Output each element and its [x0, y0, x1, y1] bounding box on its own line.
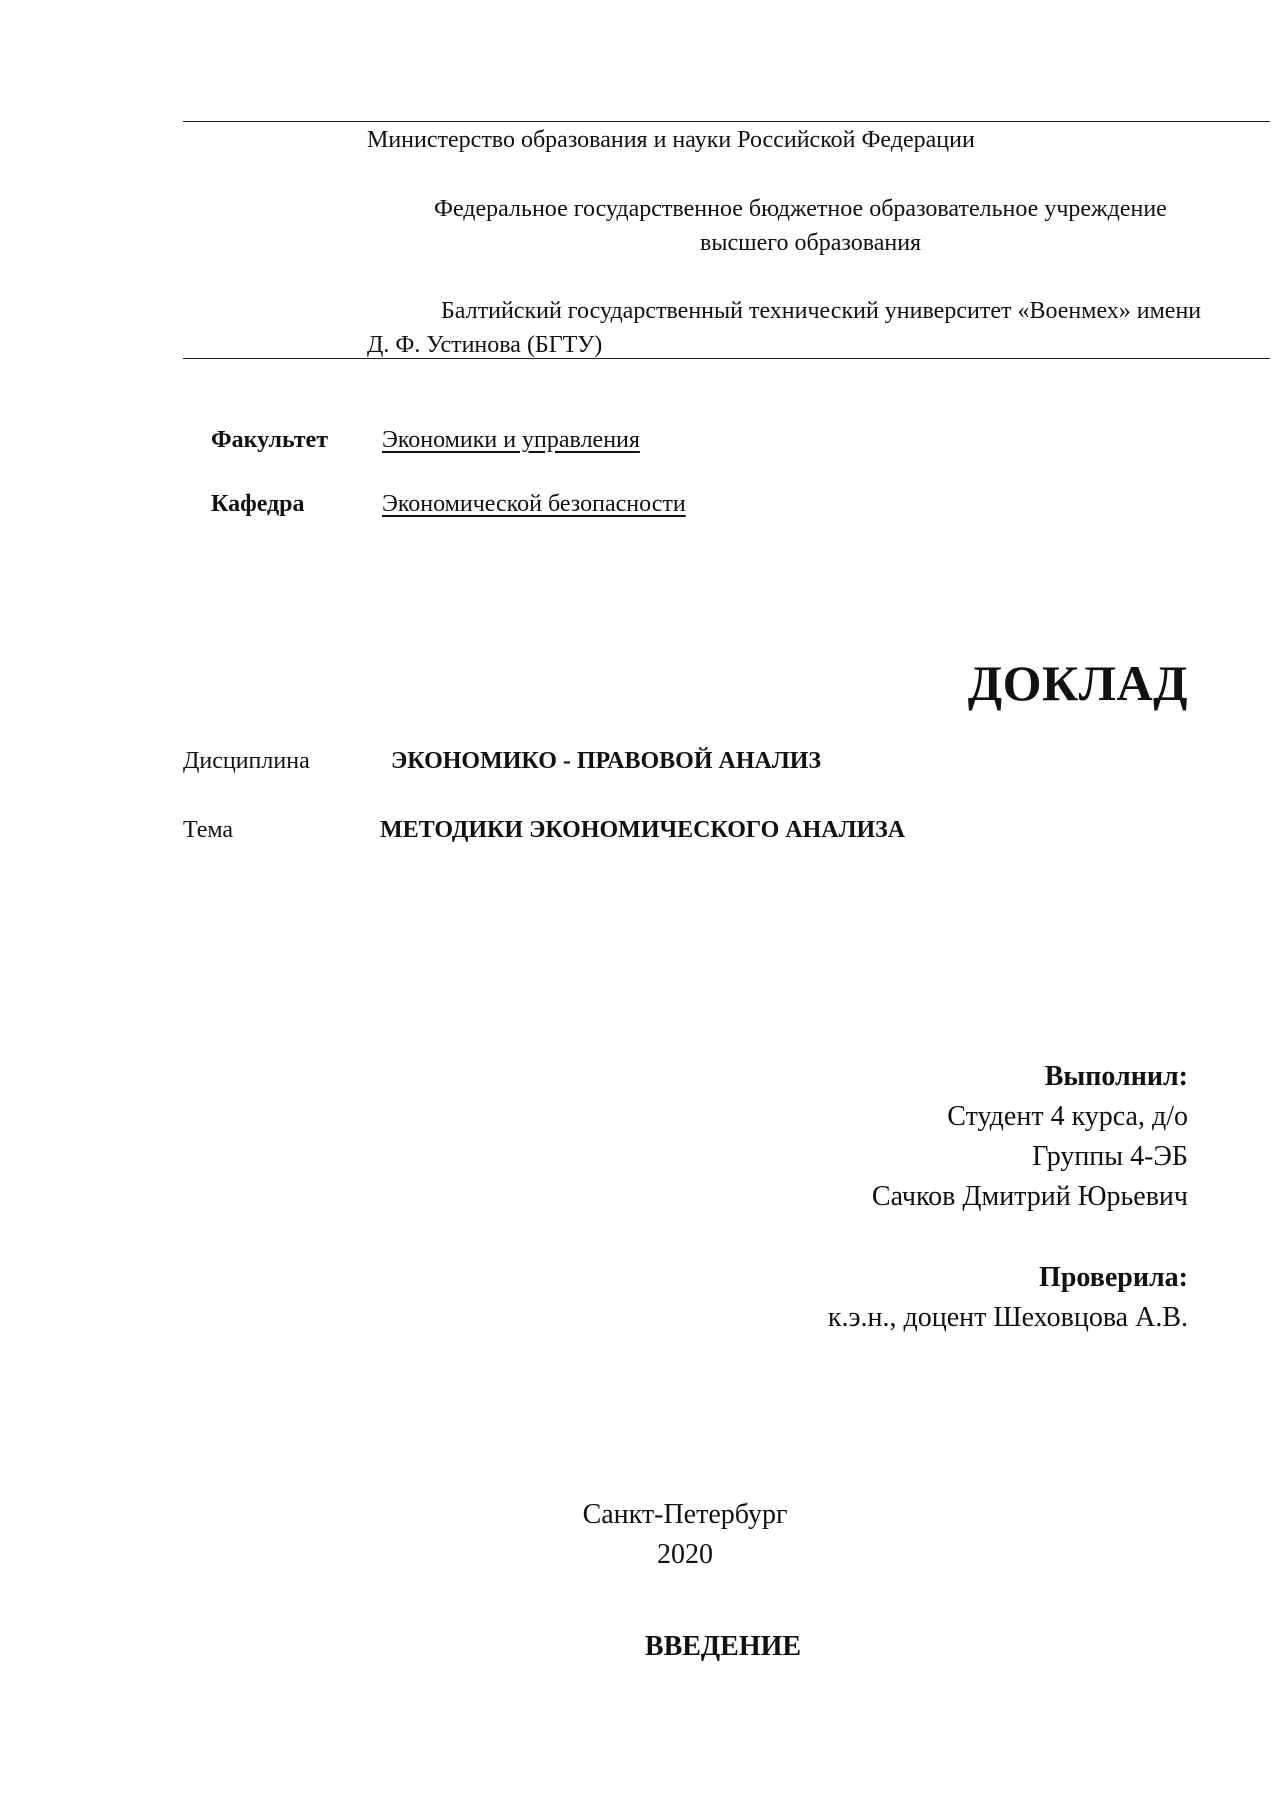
topic-label: Тема: [183, 817, 234, 843]
header-bottom-rule: [183, 358, 1270, 359]
performed-by-block: [872, 1057, 1188, 1217]
checked-by-label: Проверила:: [1039, 1262, 1188, 1293]
introduction-heading: ВВЕДЕНИЕ: [644, 1631, 802, 1662]
student-course: Студент 4 курса, д/о: [947, 1101, 1188, 1132]
university-name-line2: Д. Ф. Устинова (БГТУ): [367, 332, 603, 358]
student-name: Сачков Дмитрий Юрьевич: [871, 1181, 1188, 1212]
topic-value: МЕТОДИКИ ЭКОНОМИЧЕСКОГО АНАЛИЗА: [380, 817, 906, 843]
faculty-value: Экономики и управления: [382, 427, 640, 453]
city: Санкт-Петербург: [582, 1499, 788, 1530]
ministry-name: Министерство образования и науки Российской Федерации: [367, 127, 975, 153]
year: 2020: [657, 1539, 713, 1570]
reviewer-name: к.э.н., доцент Шеховцова А.В.: [827, 1302, 1188, 1333]
header-top-rule: [183, 121, 1270, 122]
performed-by-label: Выполнил:: [1044, 1061, 1188, 1092]
university-name-line1: Балтийский государственный технический университет «Военмех» имени: [441, 298, 1202, 324]
city-year-block: [0, 1495, 1280, 1575]
institution-type-line1: Федеральное государственное бюджетное образовательное учреждение: [434, 196, 1167, 222]
discipline-label: Дисциплина: [183, 748, 310, 774]
discipline-value: ЭКОНОМИКО - ПРАВОВОЙ АНАЛИЗ: [391, 748, 822, 774]
faculty-label: Факультет: [211, 427, 328, 453]
document-type-title: ДОКЛАД: [967, 655, 1188, 711]
institution-type-line2: высшего образования: [700, 230, 922, 256]
department-value: Экономической безопасности: [382, 491, 686, 517]
checked-by-block: [828, 1258, 1188, 1338]
student-group: Группы 4-ЭБ: [1032, 1141, 1188, 1172]
department-label: Кафедра: [211, 491, 305, 517]
